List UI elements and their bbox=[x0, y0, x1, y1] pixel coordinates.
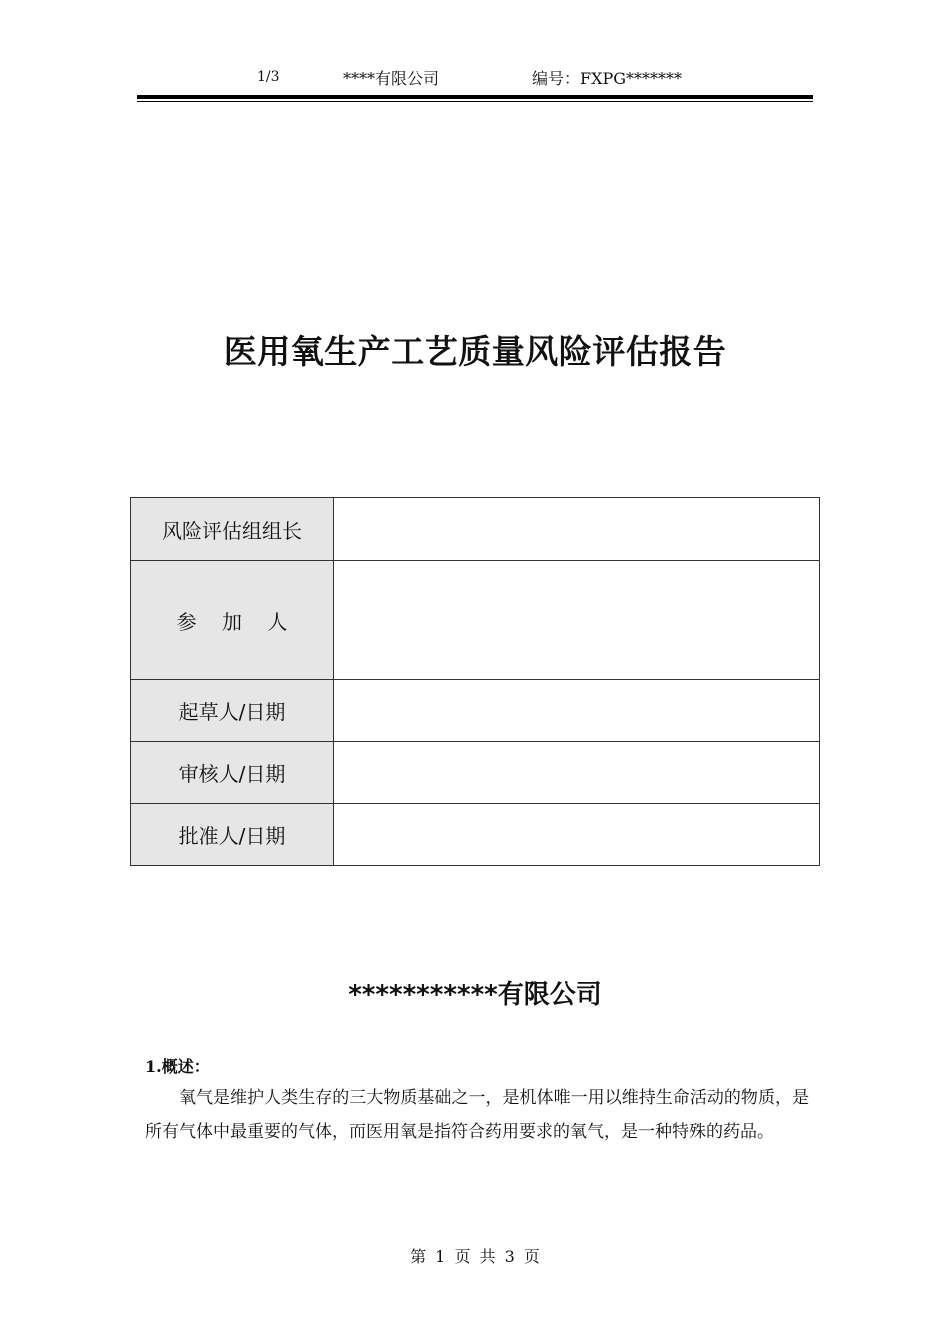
row-label-participants: 参 加 人 bbox=[131, 561, 334, 680]
document-title: 医用氧生产工艺质量风险评估报告 bbox=[223, 332, 727, 371]
table-row bbox=[131, 561, 820, 680]
section-body: 氧气是维护人类生存的三大物质基础之一，是机体唯一用以维持生命活动的物质，是所有气体中最重要的气体，而医用氧是指符合药用要求的氧气，是一种特殊的药品。 bbox=[145, 1088, 809, 1142]
signoff-table bbox=[130, 497, 820, 866]
header-company: ****有限公司 bbox=[343, 69, 440, 88]
table-row bbox=[131, 804, 820, 866]
section-heading: 1.概述： bbox=[145, 1057, 210, 1076]
header-document-code: 编号：FXPG******* bbox=[532, 69, 683, 88]
row-label-approver-date: 批准人/日期 bbox=[131, 804, 334, 866]
row-value-approver-date[interactable] bbox=[334, 804, 820, 866]
page-footer: 第 1 页 共 3 页 bbox=[410, 1247, 540, 1266]
row-label-drafter-date: 起草人/日期 bbox=[131, 680, 334, 742]
table-row bbox=[131, 498, 820, 561]
table-row bbox=[131, 680, 820, 742]
page-header bbox=[137, 66, 813, 92]
header-page-indicator: 1/3 bbox=[257, 69, 280, 85]
company-name: ***********有限公司 bbox=[348, 980, 602, 1010]
row-value-team-leader[interactable] bbox=[334, 498, 820, 561]
row-label-team-leader: 风险评估组组长 bbox=[131, 498, 334, 561]
row-value-participants[interactable] bbox=[334, 561, 820, 680]
row-value-reviewer-date[interactable] bbox=[334, 742, 820, 804]
header-rule-thick bbox=[137, 95, 813, 99]
header-rule-thin bbox=[137, 101, 813, 102]
row-value-drafter-date[interactable] bbox=[334, 680, 820, 742]
table-row bbox=[131, 742, 820, 804]
row-label-reviewer-date: 审核人/日期 bbox=[131, 742, 334, 804]
